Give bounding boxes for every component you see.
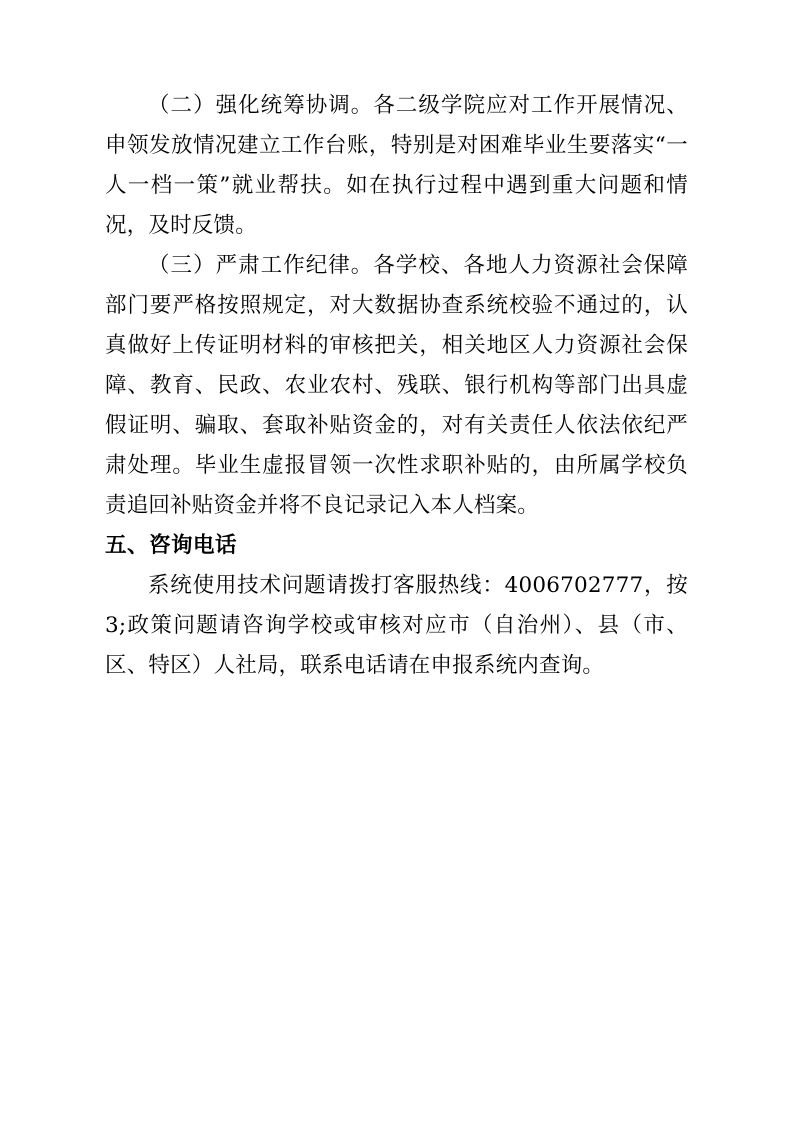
paragraph-section-three: （三）严肃工作纪律。各学校、各地人力资源社会保障部门要严格按照规定，对大数据协查系统校验不通过的，认真做好上传证明材料的审核把关，相关地区人力资源社会保障、教育、民政、农业农村、残联、银行机构等部门出具虚假证明、骗取、套取补贴资金的，对有关责任人依法依纪严肃处理。毕业生虚报冒领一次性求职补贴的，由所属学校负责追回补贴资金并将不良记录记入本人档案。 [105,253,688,518]
heading-consultation-phone: 五、咨询电话 [105,533,238,558]
document-body [105,86,688,686]
paragraph-section-two: （二）强化统筹协调。各二级学院应对工作开展情况、申领发放情况建立工作台账，特别是对困难毕业生要落实“一人一档一策”就业帮扶。如在执行过程中遇到重大问题和情况，及时反馈。 [105,93,688,238]
paragraph-consultation-detail: 系统使用技术问题请拨打客服热线：4006702777，按 3;政策问题请咨询学校或审核对应市（自治州）、县（市、区、特区）人社局，联系电话请在申报系统内查询。 [105,573,688,678]
